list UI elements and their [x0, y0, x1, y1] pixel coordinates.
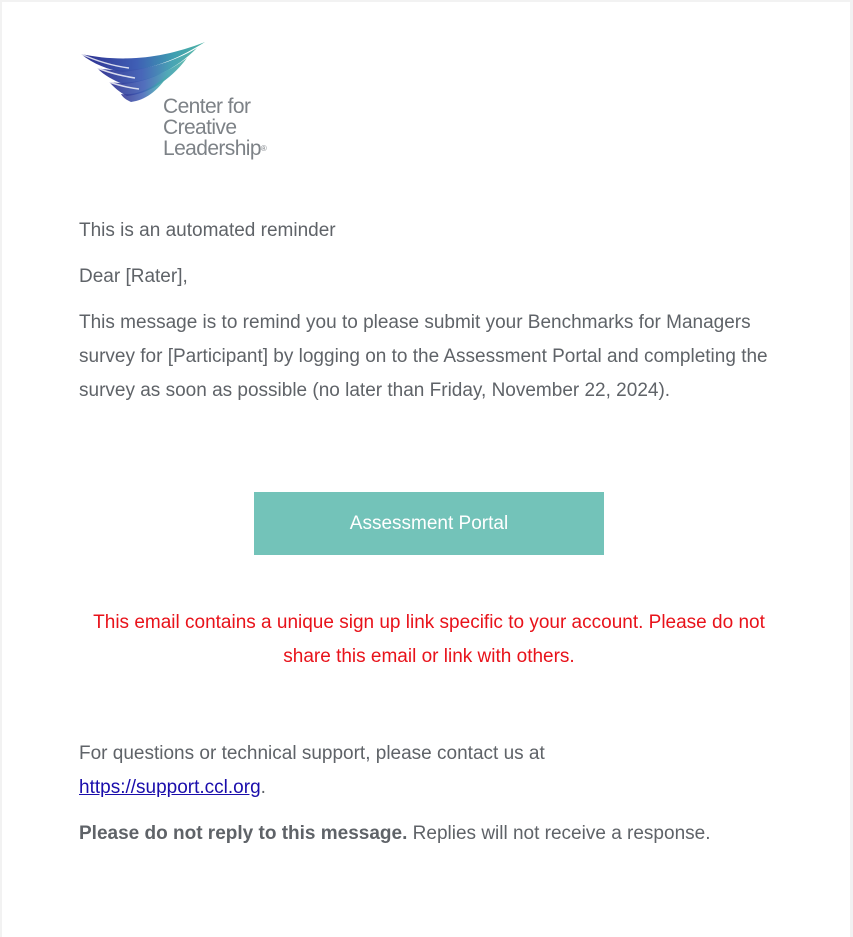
assessment-portal-button[interactable]: Assessment Portal [254, 492, 604, 555]
logo-line-1: Center for [163, 95, 251, 118]
support-paragraph [79, 737, 779, 805]
button-wrapper [254, 492, 604, 555]
logo-line-3 [163, 138, 266, 159]
logo-line-3-text: Leadership [163, 137, 261, 160]
security-warning: This email contains a unique sign up link specific to your account. Please do not share this email or link with others. [93, 612, 765, 667]
reminder-paragraph: This message is to remind you to please submit your Benchmarks for Managers survey for [Participant] by logging on to the Assessment Portal and completing the survey as soon as possible (no later than Friday, November 22, 2024). [79, 312, 768, 401]
noreply-rest: Replies will not receive a response. [407, 823, 711, 844]
support-text: For questions or technical support, please contact us at [79, 743, 545, 764]
greeting-text: Dear [Rater], [79, 266, 188, 287]
ccl-logo [79, 40, 279, 164]
logo-line-2: Creative [163, 116, 237, 139]
support-period: . [260, 777, 266, 798]
registered-mark: ® [260, 144, 267, 153]
noreply-paragraph [79, 817, 779, 851]
email-body [2, 2, 850, 937]
email-footer [79, 737, 779, 863]
noreply-bold: Please do not reply to this message. [79, 823, 408, 844]
intro-text: This is an automated reminder [79, 220, 336, 241]
logo-wordmark [163, 96, 266, 159]
email-content [79, 214, 779, 408]
support-link[interactable]: https://support.ccl.org [79, 777, 261, 798]
